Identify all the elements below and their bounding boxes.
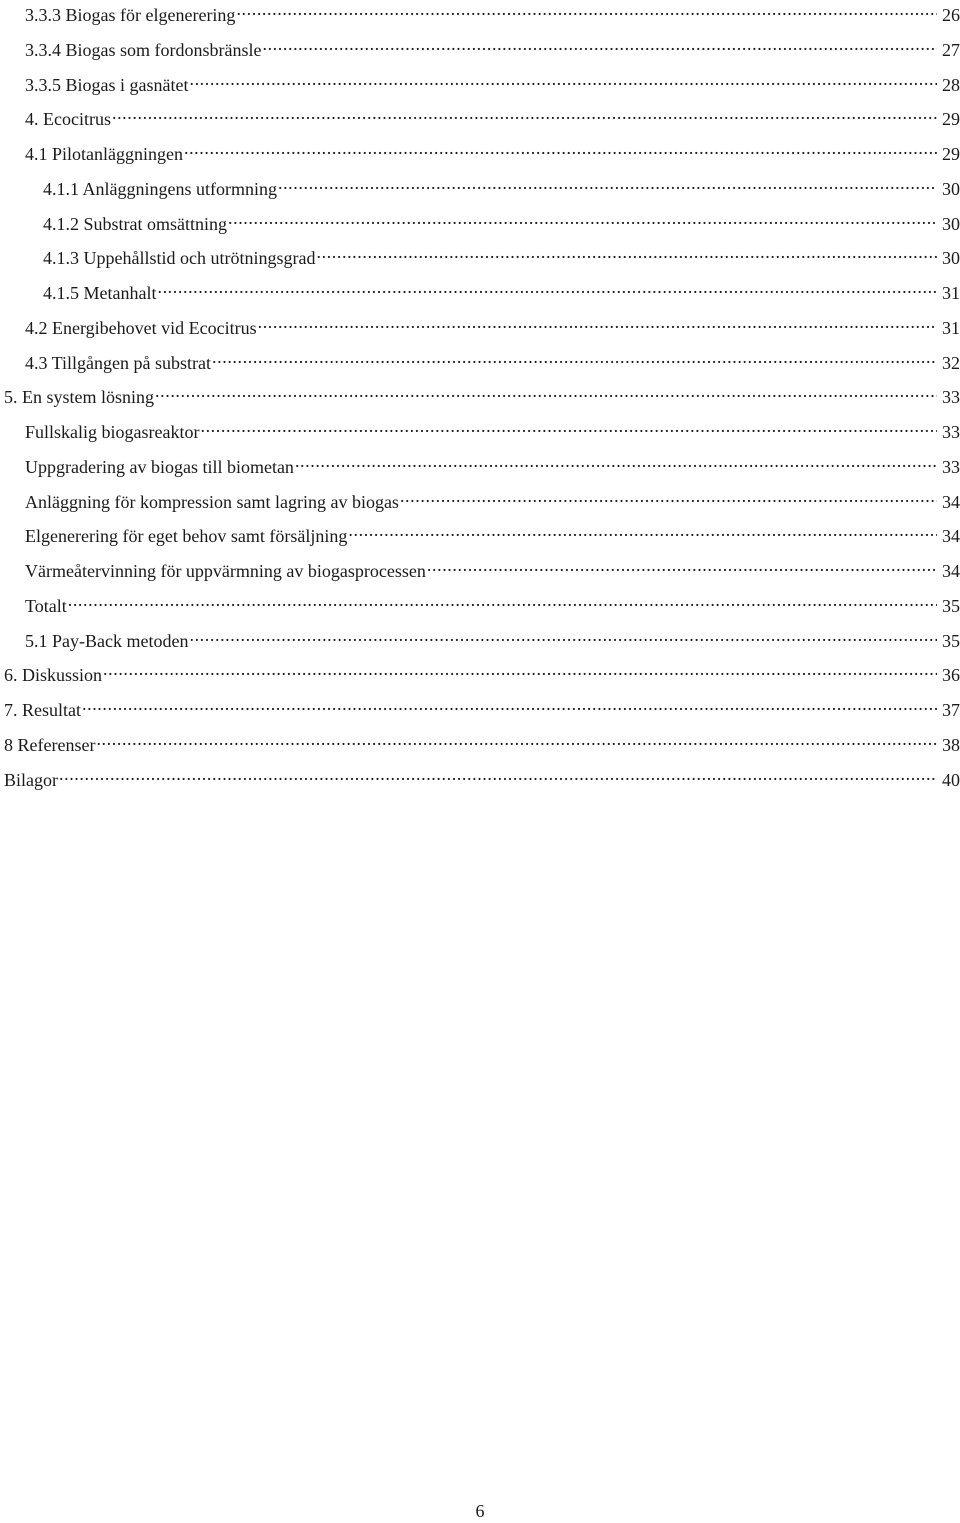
toc-dot-leader — [348, 518, 937, 542]
toc-dot-leader — [59, 762, 937, 786]
toc-entry[interactable] — [43, 240, 960, 268]
toc-entry-title: 5.1 Pay-Back metoden — [25, 631, 189, 651]
toc-dot-leader — [262, 32, 937, 56]
toc-entry-title: 3.3.3 Biogas för elgenerering — [25, 5, 236, 25]
toc-entry[interactable] — [25, 449, 960, 477]
toc-entry-title: Uppgradering av biogas till biometan — [25, 457, 294, 477]
toc-entry-title: 4. Ecocitrus — [25, 109, 111, 129]
toc-entry-page: 29 — [942, 144, 960, 164]
toc-entry-page: 33 — [942, 422, 960, 442]
toc-entry[interactable] — [25, 310, 960, 338]
toc-entry-title: 7. Resultat — [4, 700, 81, 720]
toc-entry[interactable] — [25, 345, 960, 373]
page-number: 6 — [475, 1501, 485, 1521]
toc-dot-leader — [258, 310, 937, 334]
toc-entry-page: 32 — [942, 353, 960, 373]
toc-dot-leader — [189, 623, 937, 647]
toc-entry[interactable] — [4, 762, 960, 790]
toc-entry-page: 35 — [942, 596, 960, 616]
toc-dot-leader — [157, 275, 937, 299]
toc-entry-title: Totalt — [25, 596, 67, 616]
toc-dot-leader — [316, 240, 937, 264]
toc-entry-page: 31 — [942, 283, 960, 303]
toc-entry[interactable] — [25, 67, 960, 95]
toc-dot-leader — [96, 727, 937, 751]
toc-entry-title: 4.1.3 Uppehållstid och utrötningsgrad — [43, 248, 316, 268]
toc-dot-leader — [212, 345, 937, 369]
toc-dot-leader — [400, 484, 937, 508]
toc-entry[interactable] — [25, 553, 960, 581]
toc-entry-title: 6. Diskussion — [4, 665, 103, 685]
toc-entry-page: 36 — [942, 665, 960, 685]
toc-entry-title: 4.3 Tillgången på substrat — [25, 353, 212, 373]
toc-entry-page: 40 — [942, 770, 960, 790]
toc-entry-page: 34 — [942, 526, 960, 546]
toc-entry-title: Värmeåtervinning för uppvärmning av biogasprocessen — [25, 561, 426, 581]
toc-entry[interactable] — [25, 518, 960, 546]
toc-entry-title: Elgenerering för eget behov samt försäljning — [25, 526, 348, 546]
toc-entry[interactable] — [4, 657, 960, 685]
toc-entry-title: 4.2 Energibehovet vid Ecocitrus — [25, 318, 257, 338]
toc-dot-leader — [228, 206, 937, 230]
toc-dot-leader — [427, 553, 937, 577]
toc-entry-page: 33 — [942, 387, 960, 407]
toc-entry[interactable] — [25, 136, 960, 164]
toc-entry-page: 38 — [942, 735, 960, 755]
toc-dot-leader — [68, 588, 937, 612]
toc-entry-page: 31 — [942, 318, 960, 338]
toc-entry[interactable] — [25, 414, 960, 442]
toc-entry[interactable] — [25, 623, 960, 651]
toc-dot-leader — [189, 67, 937, 91]
toc-entry[interactable] — [4, 379, 960, 407]
toc-entry-page: 35 — [942, 631, 960, 651]
toc-dot-leader — [295, 449, 937, 473]
toc-entry-page: 27 — [942, 40, 960, 60]
toc-entry[interactable] — [25, 588, 960, 616]
toc-dot-leader — [82, 692, 937, 716]
toc-entry-page: 33 — [942, 457, 960, 477]
toc-entry-title: Anläggning för kompression samt lagring av biogas — [25, 492, 399, 512]
toc-entry-title: 4.1.2 Substrat omsättning — [43, 214, 227, 234]
toc-entry-title: 3.3.4 Biogas som fordonsbränsle — [25, 40, 262, 60]
toc-entry[interactable] — [4, 727, 960, 755]
toc-entry-page: 30 — [942, 214, 960, 234]
toc-entry-title: 8 Referenser — [4, 735, 96, 755]
toc-dot-leader — [155, 379, 937, 403]
toc-entry-title: 4.1 Pilotanläggningen — [25, 144, 183, 164]
toc-entry-title: Bilagor — [4, 770, 58, 790]
toc-entry[interactable] — [43, 275, 960, 303]
toc-dot-leader — [184, 136, 937, 160]
toc-entry-title: 4.1.5 Metanhalt — [43, 283, 157, 303]
toc-dot-leader — [103, 657, 937, 681]
toc-entry[interactable] — [4, 692, 960, 720]
toc-dot-leader — [200, 414, 937, 438]
toc-entry-page: 26 — [942, 5, 960, 25]
toc-entry[interactable] — [43, 171, 960, 199]
toc-entry-title: Fullskalig biogasreaktor — [25, 422, 200, 442]
toc-entry[interactable] — [25, 484, 960, 512]
toc-dot-leader — [278, 171, 937, 195]
toc-entry[interactable] — [25, 0, 960, 25]
toc-entry-page: 37 — [942, 700, 960, 720]
toc-entry[interactable] — [43, 206, 960, 234]
toc-dot-leader — [112, 101, 937, 125]
toc-entry-page: 30 — [942, 248, 960, 268]
toc-entry-page: 30 — [942, 179, 960, 199]
toc-entry-page: 34 — [942, 492, 960, 512]
toc-entry-title: 3.3.5 Biogas i gasnätet — [25, 75, 189, 95]
toc-entry-page: 29 — [942, 109, 960, 129]
toc-entry[interactable] — [25, 32, 960, 60]
toc-entry-title: 5. En system lösning — [4, 387, 155, 407]
toc-dot-leader — [236, 0, 937, 21]
toc-entry-page: 28 — [942, 75, 960, 95]
toc-entry[interactable] — [25, 101, 960, 129]
toc-entry-title: 4.1.1 Anläggningens utformning — [43, 179, 277, 199]
toc-entry-page: 34 — [942, 561, 960, 581]
